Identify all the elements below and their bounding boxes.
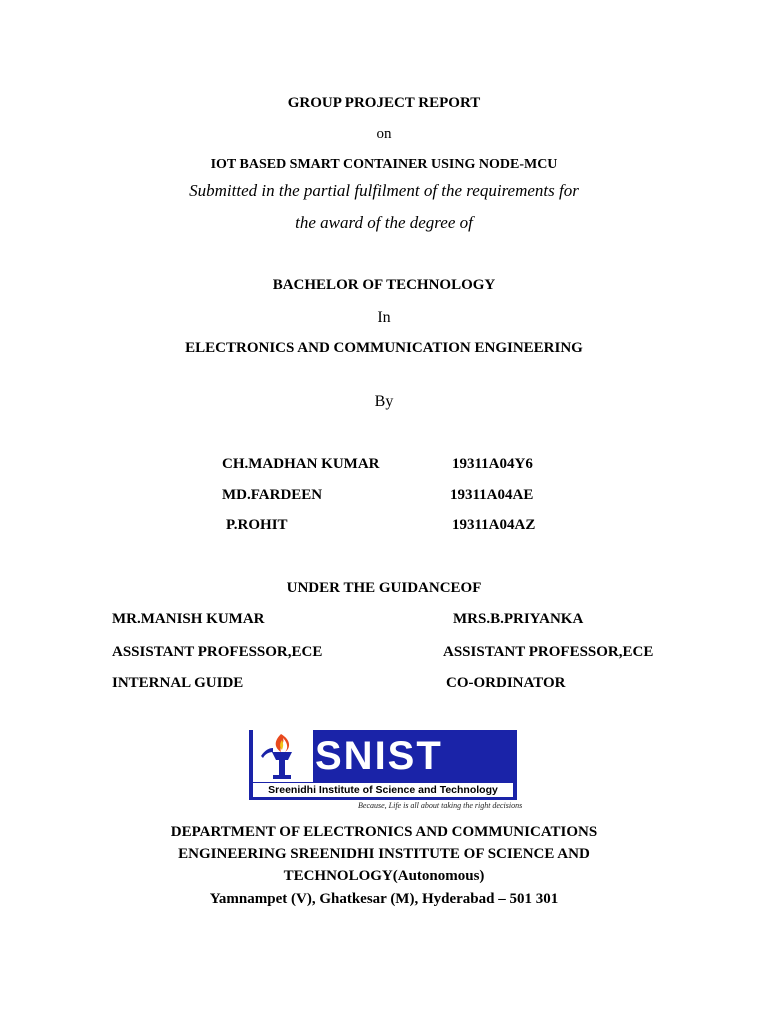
department-line-2: ENGINEERING SREENIDHI INSTITUTE OF SCIENCE AND — [178, 846, 590, 862]
report-title: GROUP PROJECT REPORT — [287, 95, 481, 111]
branch-name: ELECTRONICS AND COMMUNICATION ENGINEERING — [185, 340, 583, 356]
internal-guide-designation: ASSISTANT PROFESSOR,ECE — [112, 644, 323, 660]
coordinator-name: MRS.B.PRIYANKA — [453, 611, 584, 627]
submitted-line-2: the award of the degree of — [295, 213, 473, 232]
degree-name: BACHELOR OF TECHNOLOGY — [272, 277, 496, 293]
coordinator-role: CO-ORDINATOR — [446, 675, 566, 691]
on-text: on — [376, 126, 392, 142]
coordinator-designation: ASSISTANT PROFESSOR,ECE — [443, 644, 654, 660]
in-text: In — [377, 309, 391, 326]
student-roll: 19311A04Y6 — [452, 456, 533, 472]
project-title: IOT BASED SMART CONTAINER USING NODE-MCU — [210, 157, 558, 172]
torch-icon — [253, 730, 313, 782]
student-roll: 19311A04AE — [450, 487, 534, 503]
student-name: P.ROHIT — [226, 517, 288, 533]
internal-guide-role: INTERNAL GUIDE — [112, 675, 244, 691]
internal-guide-name: MR.MANISH KUMAR — [112, 611, 265, 627]
department-line-1: DEPARTMENT OF ELECTRONICS AND COMMUNICATIONS — [170, 824, 598, 840]
student-roll: 19311A04AZ — [452, 517, 536, 533]
logo-tagline: Because, Life is all about taking the right decisions — [358, 801, 523, 810]
address: Yamnampet (V), Ghatkesar (M), Hyderabad – 501 301 — [209, 891, 559, 907]
student-name: CH.MADHAN KUMAR — [222, 456, 380, 472]
logo-text: SNIST — [315, 734, 443, 778]
guidance-heading: UNDER THE GUIDANCEOF — [286, 580, 482, 596]
student-name: MD.FARDEEN — [222, 487, 323, 503]
snist-logo — [249, 730, 517, 800]
logo-subtitle: Sreenidhi Institute of Science and Technology — [253, 783, 513, 797]
department-line-3: TECHNOLOGY(Autonomous) — [283, 868, 485, 884]
submitted-line-1: Submitted in the partial fulfilment of the requirements for — [189, 181, 579, 200]
by-text: By — [374, 393, 394, 410]
